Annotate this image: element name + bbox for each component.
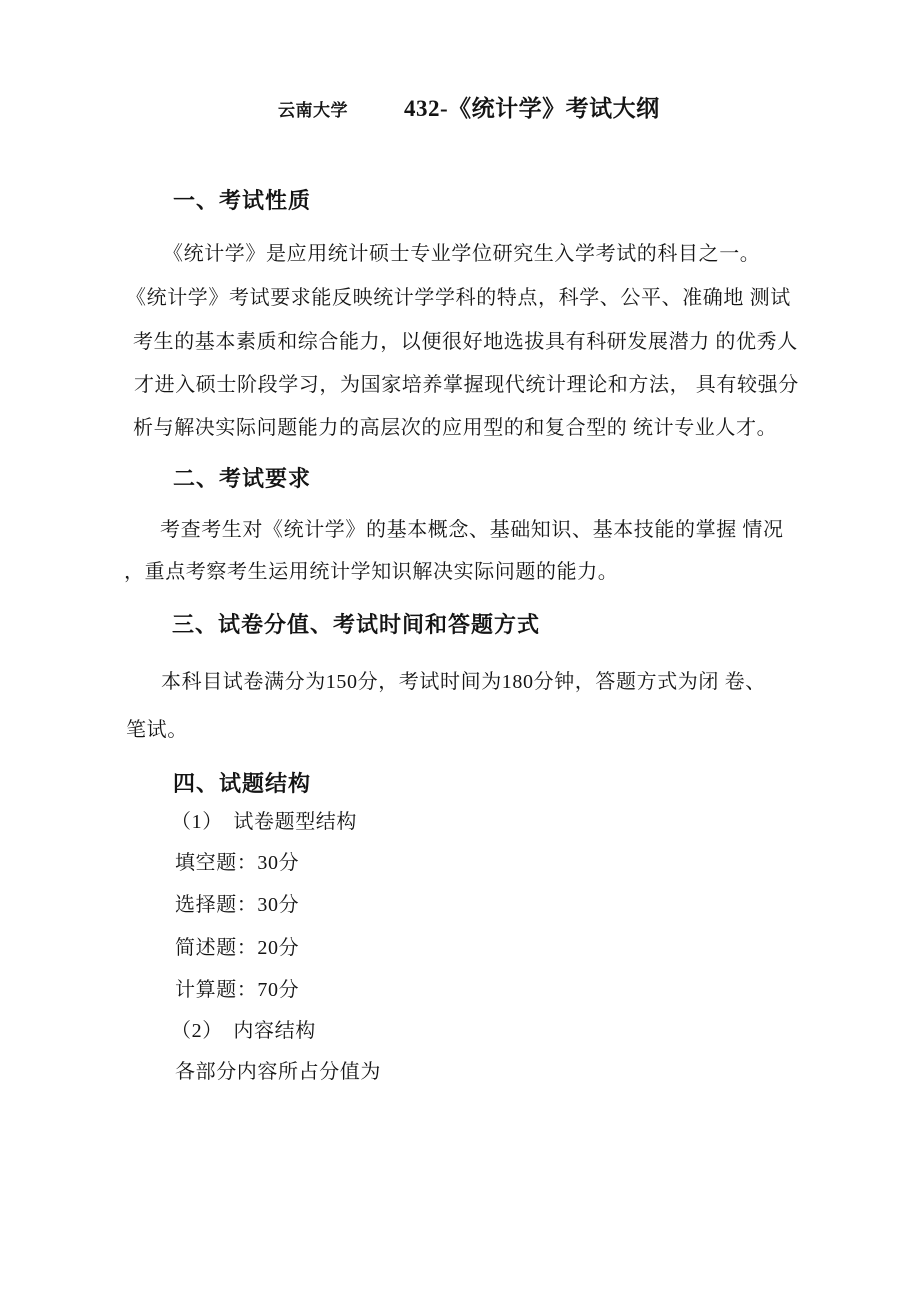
section-3-line: 本科目试卷满分为150分，考试时间为180分钟，答题方式为闭 卷、 (161, 671, 766, 693)
section-4-heading: 四、试题结构 (173, 771, 312, 796)
section-4-line: （2） 内容结构 (171, 1020, 316, 1042)
section-4-line: 各部分内容所占分值为 (175, 1061, 381, 1083)
university-name: 云南大学 (278, 101, 348, 120)
section-1-line: 《统计学》是应用统计硕士专业学位研究生入学考试的科目之一。 (163, 243, 761, 265)
section-1-line: 考生的基本素质和综合能力，以便很好地选拔具有科研发展潜力 的优秀人 (133, 331, 798, 353)
section-4-line: 选择题：30分 (175, 894, 300, 916)
section-4-line: 填空题：30分 (175, 852, 300, 874)
document-title: 432-《统计学》考试大纲 (404, 96, 660, 121)
section-2-line: ，重点考察考生运用统计学知识解决实际问题的能力。 (124, 561, 619, 583)
section-3-line: 笔试。 (126, 719, 188, 741)
section-3-heading: 三、试卷分值、考试时间和答题方式 (172, 612, 541, 637)
section-1-line: 才进入硕士阶段学习，为国家培养掌握现代统计理论和方法， 具有较强分 (134, 374, 799, 396)
section-4-line: （1） 试卷题型结构 (171, 811, 357, 833)
section-2-line: 考查考生对《统计学》的基本概念、基础知识、基本技能的掌握 情况 (160, 519, 784, 541)
section-4-line: 简述题：20分 (175, 937, 300, 959)
section-4-line: 计算题：70分 (175, 979, 300, 1001)
section-1-line: 《统计学》考试要求能反映统计学学科的特点，科学、公平、准确地 测试 (126, 287, 791, 309)
section-1-line: 析与解决实际问题能力的高层次的应用型的和复合型的 统计专业人才。 (133, 417, 778, 439)
section-1-heading: 一、考试性质 (173, 188, 312, 213)
section-2-heading: 二、考试要求 (173, 466, 312, 491)
